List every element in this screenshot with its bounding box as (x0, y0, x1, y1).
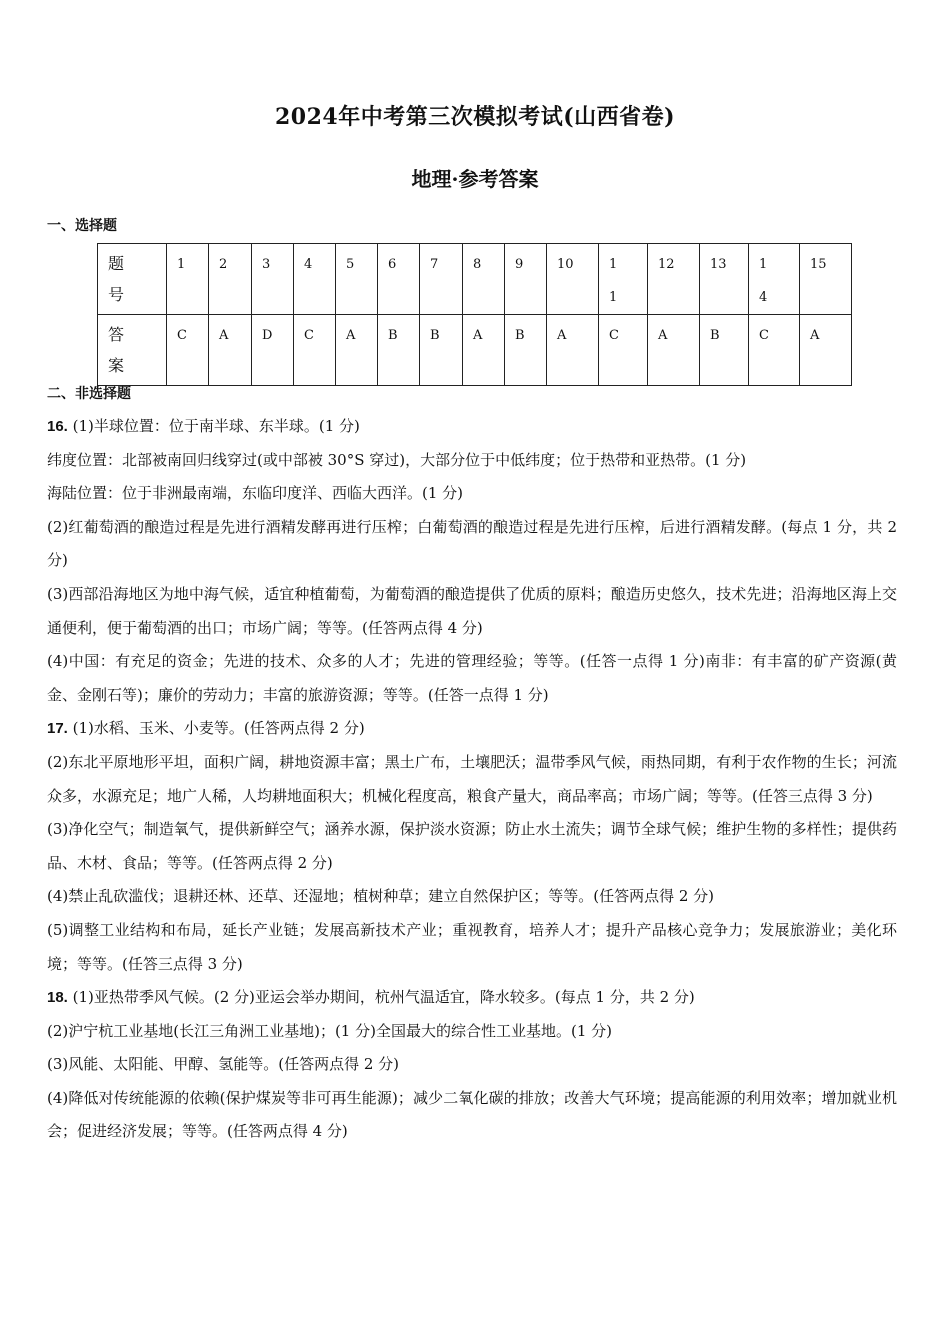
answer-cell: C (599, 315, 648, 386)
question-number-cell: 11 (599, 244, 648, 315)
answer-text: (4)降低对传统能源的依赖(保护煤炭等非可再生能源)；减少二氧化碳的排放；改善大气环境；提高能源的利用效率；增加就业机会；促进经济发展；等等。(任答两点得 4 分) (47, 1088, 897, 1141)
answer-text: (3)风能、太阳能、甲醇、氢能等。(任答两点得 2 分) (47, 1055, 400, 1074)
answer-paragraph (47, 1082, 897, 1149)
answer-paragraph (47, 410, 897, 444)
answer-paragraph (47, 511, 897, 578)
answer-paragraph (47, 914, 897, 981)
answer-text: (1)半球位置：位于南半球、东半球。(1 分) (72, 417, 360, 435)
answer-text: (1)水稻、玉米、小麦等。(任答两点得 2 分) (72, 719, 365, 738)
question-number-cell: 1 (167, 244, 209, 315)
answer-paragraph (47, 1015, 897, 1049)
question-number-cell: 15 (800, 244, 852, 315)
answer-text: (4)中国：有充足的资金；先进的技术、众多的人才；先进的管理经验；等等。(任答一点得 1 分)南非：有丰富的矿产资源(黄金、金刚石等)；廉价的劳动力；丰富的旅游资源；等等。(任答一点得 1 分) (47, 652, 897, 704)
answer-text: (2)东北平原地形平坦，面积广阔，耕地资源丰富；黑土广布，土壤肥沃；温带季风气候，雨热同期，有利于农作物的生长；河流众多，水源充足；地广人稀，人均耕地面积大；机械化程度高，粮食产量大，商品率高；市场广阔；等等。(任答三点得 3 分) (47, 752, 897, 805)
answer-text: (5)调整工业结构和布局，延长产业链；发展高新技术产业；重视教育，培养人才；提升产品核心竞争力；发展旅游业；美化环境；等等。(任答三点得 3 分) (47, 920, 897, 973)
answer-body (47, 410, 897, 1149)
answer-cell: B (505, 315, 547, 386)
page-title: 2024年中考第三次模拟考试(山西省卷) (274, 104, 676, 130)
table-row-numbers (98, 244, 852, 315)
answer-cell: A (463, 315, 505, 386)
answer-cell: A (547, 315, 599, 386)
answer-paragraph (47, 880, 897, 914)
answer-cell: A (800, 315, 852, 386)
question-number-cell: 3 (252, 244, 294, 315)
answer-cell: D (252, 315, 294, 386)
answer-paragraph (47, 746, 897, 813)
section-heading-nonchoice: 二、非选择题 (47, 386, 131, 402)
question-number: 16. (47, 418, 68, 435)
answer-paragraph (47, 578, 897, 645)
question-number-cell: 13 (700, 244, 749, 315)
page-subtitle: 地理·参考答案 (411, 167, 539, 191)
question-number-cell: 6 (378, 244, 420, 315)
answer-cell: C (167, 315, 209, 386)
answer-text: 纬度位置：北部被南回归线穿过(或中部被 30°S 穿过)，大部分位于中低纬度；位于热带和亚热带。(1 分) (47, 450, 747, 469)
answer-text: (3)西部沿海地区为地中海气候，适宜种植葡萄，为葡萄酒的酿造提供了优质的原料；酿造历史悠久，技术先进；沿海地区海上交通便利，便于葡萄酒的出口；市场广阔；等等。(任答两点得 4 分) (47, 584, 897, 637)
answer-text: 海陆位置：位于非洲最南端，东临印度洋、西临大西洋。(1 分) (47, 484, 464, 503)
question-number: 17. (47, 720, 68, 738)
answer-cell: A (648, 315, 700, 386)
row-label-answers: 答案 (98, 315, 167, 386)
question-number-cell: 2 (209, 244, 252, 315)
question-number-cell: 8 (463, 244, 505, 315)
answer-cell: A (209, 315, 252, 386)
answer-paragraph (47, 444, 897, 478)
answer-paragraph (47, 477, 897, 511)
answer-paragraph (47, 712, 897, 746)
question-number-cell: 12 (648, 244, 700, 315)
answer-cell: B (700, 315, 749, 386)
answer-table (97, 243, 852, 386)
question-number-cell: 5 (336, 244, 378, 315)
answer-paragraph (47, 1048, 897, 1082)
table-row-answers (98, 315, 852, 386)
question-number-cell: 9 (505, 244, 547, 315)
answer-cell: C (749, 315, 800, 386)
answer-text: (4)禁止乱砍滥伐；退耕还林、还草、还湿地；植树种草；建立自然保护区；等等。(任答两点得 2 分) (47, 887, 715, 906)
answer-cell: B (378, 315, 420, 386)
question-number: 18. (47, 989, 68, 1007)
answer-cell: B (420, 315, 463, 386)
question-number-cell: 14 (749, 244, 800, 315)
answer-cell: A (336, 315, 378, 386)
row-label-numbers: 题号 (98, 244, 167, 315)
answer-paragraph (47, 981, 897, 1015)
answer-paragraph (47, 645, 897, 712)
answer-text: (3)净化空气；制造氧气，提供新鲜空气；涵养水源，保护淡水资源；防止水土流失；调节全球气候；维护生物的多样性；提供药品、木材、食品；等等。(任答两点得 2 分) (47, 820, 897, 872)
answer-paragraph (47, 813, 897, 880)
question-number-cell: 4 (294, 244, 336, 315)
answer-text: (2)红葡萄酒的酿造过程是先进行酒精发酵再进行压榨；白葡萄酒的酿造过程是先进行压榨，后进行酒精发酵。(每点 1 分，共 2 分) (47, 517, 897, 570)
section-heading-choice: 一、选择题 (47, 218, 117, 234)
question-number-cell: 7 (420, 244, 463, 315)
answer-text: (1)亚热带季风气候。(2 分)亚运会举办期间，杭州气温适宜，降水较多。(每点 1 分，共 2 分) (72, 988, 695, 1007)
answer-text: (2)沪宁杭工业基地(长江三角洲工业基地)；(1 分)全国最大的综合性工业基地。(1 分) (47, 1021, 612, 1040)
question-number-cell: 10 (547, 244, 599, 315)
answer-cell: C (294, 315, 336, 386)
